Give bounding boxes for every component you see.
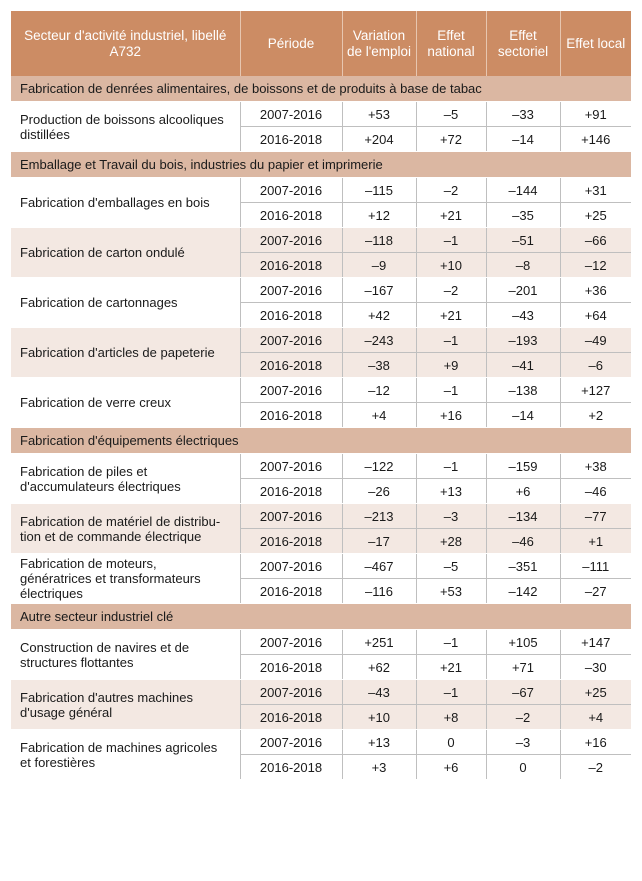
activity-label: Fabrication d'emballages en bois <box>11 178 240 228</box>
local-effect-cell: +25 <box>560 203 631 228</box>
national-effect-cell: +10 <box>416 253 486 278</box>
table-row <box>11 630 631 655</box>
variation-cell: –12 <box>342 378 416 403</box>
sectoral-effect-cell: –351 <box>486 554 560 579</box>
variation-cell: +42 <box>342 303 416 328</box>
national-effect-cell: –2 <box>416 178 486 203</box>
period-cell: 2016-2018 <box>240 529 342 554</box>
activity-label: Fabrication de piles et d'accumulateurs électriques <box>11 454 240 504</box>
sectoral-effect-cell: 0 <box>486 755 560 780</box>
sectoral-effect-cell: –8 <box>486 253 560 278</box>
period-cell: 2007-2016 <box>240 178 342 203</box>
variation-cell: –9 <box>342 253 416 278</box>
local-effect-cell: +4 <box>560 705 631 730</box>
sectoral-effect-cell: –144 <box>486 178 560 203</box>
variation-cell: –38 <box>342 353 416 378</box>
activity-label: Fabrication de verre creux <box>11 378 240 428</box>
table-header <box>11 11 631 76</box>
local-effect-cell: +2 <box>560 403 631 428</box>
table-row <box>11 504 631 529</box>
national-effect-cell: +21 <box>416 303 486 328</box>
sector-group-title: Fabrication de denrées alimentaires, de boissons et de produits à base de tabac <box>11 76 631 102</box>
table-row <box>11 454 631 479</box>
national-effect-cell: –1 <box>416 378 486 403</box>
local-effect-cell: –30 <box>560 655 631 680</box>
activity-label: Fabrication de matériel de distribu-tion et de commande électrique <box>11 504 240 554</box>
national-effect-cell: –3 <box>416 504 486 529</box>
sector-group-title: Emballage et Travail du bois, industries du papier et imprimerie <box>11 152 631 178</box>
variation-cell: +204 <box>342 127 416 152</box>
activity-label: Fabrication d'articles de papeterie <box>11 328 240 378</box>
national-effect-cell: +16 <box>416 403 486 428</box>
period-cell: 2007-2016 <box>240 630 342 655</box>
national-effect-cell: –2 <box>416 278 486 303</box>
period-cell: 2016-2018 <box>240 127 342 152</box>
local-effect-cell: +16 <box>560 730 631 755</box>
local-effect-cell: +25 <box>560 680 631 705</box>
sectoral-effect-cell: –33 <box>486 102 560 127</box>
table-row <box>11 178 631 203</box>
sectoral-effect-cell: –14 <box>486 127 560 152</box>
local-effect-cell: –66 <box>560 228 631 253</box>
variation-cell: –115 <box>342 178 416 203</box>
sectoral-effect-cell: –134 <box>486 504 560 529</box>
table-body <box>11 76 631 780</box>
period-cell: 2016-2018 <box>240 403 342 428</box>
local-effect-cell: –49 <box>560 328 631 353</box>
sectoral-effect-cell: –67 <box>486 680 560 705</box>
local-effect-cell: –2 <box>560 755 631 780</box>
local-effect-cell: +38 <box>560 454 631 479</box>
sector-group-row <box>11 428 631 454</box>
period-cell: 2016-2018 <box>240 579 342 604</box>
period-cell: 2007-2016 <box>240 228 342 253</box>
variation-cell: +13 <box>342 730 416 755</box>
sectoral-effect-cell: –193 <box>486 328 560 353</box>
period-cell: 2007-2016 <box>240 102 342 127</box>
local-effect-cell: +91 <box>560 102 631 127</box>
national-effect-cell: +21 <box>416 203 486 228</box>
sectoral-effect-cell: –51 <box>486 228 560 253</box>
variation-cell: +62 <box>342 655 416 680</box>
activity-label: Fabrication de machines agricoles et forestières <box>11 730 240 780</box>
national-effect-cell: +72 <box>416 127 486 152</box>
sectoral-effect-cell: –43 <box>486 303 560 328</box>
table-row <box>11 554 631 579</box>
activity-label: Fabrication d'autres machines d'usage général <box>11 680 240 730</box>
period-cell: 2007-2016 <box>240 454 342 479</box>
header-national-effect: Effet national <box>416 11 486 76</box>
variation-cell: –116 <box>342 579 416 604</box>
table-row <box>11 730 631 755</box>
variation-cell: –213 <box>342 504 416 529</box>
period-cell: 2007-2016 <box>240 378 342 403</box>
sectoral-effect-cell: –35 <box>486 203 560 228</box>
period-cell: 2016-2018 <box>240 253 342 278</box>
period-cell: 2016-2018 <box>240 203 342 228</box>
activity-label: Fabrication de cartonnages <box>11 278 240 328</box>
period-cell: 2007-2016 <box>240 554 342 579</box>
sector-group-row <box>11 76 631 102</box>
period-cell: 2016-2018 <box>240 705 342 730</box>
activity-label: Fabrication de moteurs, génératrices et transformateurs électriques <box>11 554 240 604</box>
national-effect-cell: 0 <box>416 730 486 755</box>
variation-cell: +3 <box>342 755 416 780</box>
national-effect-cell: –1 <box>416 228 486 253</box>
local-effect-cell: –77 <box>560 504 631 529</box>
sectoral-effect-cell: –138 <box>486 378 560 403</box>
period-cell: 2007-2016 <box>240 680 342 705</box>
local-effect-cell: –12 <box>560 253 631 278</box>
national-effect-cell: –5 <box>416 554 486 579</box>
employment-effects-table <box>11 11 631 780</box>
national-effect-cell: +9 <box>416 353 486 378</box>
activity-label: Production de boissons alcooliques distillées <box>11 102 240 152</box>
table-row <box>11 278 631 303</box>
variation-cell: +4 <box>342 403 416 428</box>
table-row <box>11 228 631 253</box>
variation-cell: +12 <box>342 203 416 228</box>
activity-label: Construction de navires et de structures flottantes <box>11 630 240 680</box>
local-effect-cell: –111 <box>560 554 631 579</box>
sectoral-effect-cell: –14 <box>486 403 560 428</box>
national-effect-cell: +8 <box>416 705 486 730</box>
national-effect-cell: +21 <box>416 655 486 680</box>
national-effect-cell: –1 <box>416 630 486 655</box>
period-cell: 2007-2016 <box>240 278 342 303</box>
local-effect-cell: +64 <box>560 303 631 328</box>
national-effect-cell: +28 <box>416 529 486 554</box>
table-row <box>11 328 631 353</box>
sector-group-row <box>11 152 631 178</box>
sectoral-effect-cell: –3 <box>486 730 560 755</box>
sectoral-effect-cell: +105 <box>486 630 560 655</box>
local-effect-cell: +146 <box>560 127 631 152</box>
variation-cell: –243 <box>342 328 416 353</box>
period-cell: 2016-2018 <box>240 655 342 680</box>
variation-cell: –26 <box>342 479 416 504</box>
national-effect-cell: –1 <box>416 328 486 353</box>
local-effect-cell: +127 <box>560 378 631 403</box>
sectoral-effect-cell: –142 <box>486 579 560 604</box>
local-effect-cell: +36 <box>560 278 631 303</box>
sectoral-effect-cell: +71 <box>486 655 560 680</box>
local-effect-cell: –46 <box>560 479 631 504</box>
national-effect-cell: +6 <box>416 755 486 780</box>
national-effect-cell: –1 <box>416 680 486 705</box>
period-cell: 2016-2018 <box>240 479 342 504</box>
sector-group-title: Autre secteur industriel clé <box>11 604 631 630</box>
local-effect-cell: +31 <box>560 178 631 203</box>
sectoral-effect-cell: –41 <box>486 353 560 378</box>
variation-cell: –43 <box>342 680 416 705</box>
national-effect-cell: –5 <box>416 102 486 127</box>
table-row <box>11 680 631 705</box>
national-effect-cell: +53 <box>416 579 486 604</box>
variation-cell: –17 <box>342 529 416 554</box>
local-effect-cell: +1 <box>560 529 631 554</box>
local-effect-cell: –6 <box>560 353 631 378</box>
table-row <box>11 378 631 403</box>
variation-cell: –167 <box>342 278 416 303</box>
period-cell: 2007-2016 <box>240 730 342 755</box>
variation-cell: –467 <box>342 554 416 579</box>
sector-group-row <box>11 604 631 630</box>
national-effect-cell: –1 <box>416 454 486 479</box>
sectoral-effect-cell: –46 <box>486 529 560 554</box>
sectoral-effect-cell: –159 <box>486 454 560 479</box>
national-effect-cell: +13 <box>416 479 486 504</box>
variation-cell: –118 <box>342 228 416 253</box>
table-row <box>11 102 631 127</box>
period-cell: 2007-2016 <box>240 328 342 353</box>
activity-label: Fabrication de carton ondulé <box>11 228 240 278</box>
header-local-effect: Effet local <box>560 11 631 76</box>
period-cell: 2016-2018 <box>240 353 342 378</box>
variation-cell: +53 <box>342 102 416 127</box>
header-sector: Secteur d'activité industriel, libellé A732 <box>11 11 240 76</box>
variation-cell: –122 <box>342 454 416 479</box>
local-effect-cell: +147 <box>560 630 631 655</box>
sector-group-title: Fabrication d'équipements électriques <box>11 428 631 454</box>
variation-cell: +251 <box>342 630 416 655</box>
header-variation: Variation de l'emploi <box>342 11 416 76</box>
sectoral-effect-cell: –201 <box>486 278 560 303</box>
period-cell: 2007-2016 <box>240 504 342 529</box>
period-cell: 2016-2018 <box>240 755 342 780</box>
sectoral-effect-cell: +6 <box>486 479 560 504</box>
period-cell: 2016-2018 <box>240 303 342 328</box>
local-effect-cell: –27 <box>560 579 631 604</box>
variation-cell: +10 <box>342 705 416 730</box>
sectoral-effect-cell: –2 <box>486 705 560 730</box>
header-period: Période <box>240 11 342 76</box>
header-sectoral-effect: Effet sectoriel <box>486 11 560 76</box>
